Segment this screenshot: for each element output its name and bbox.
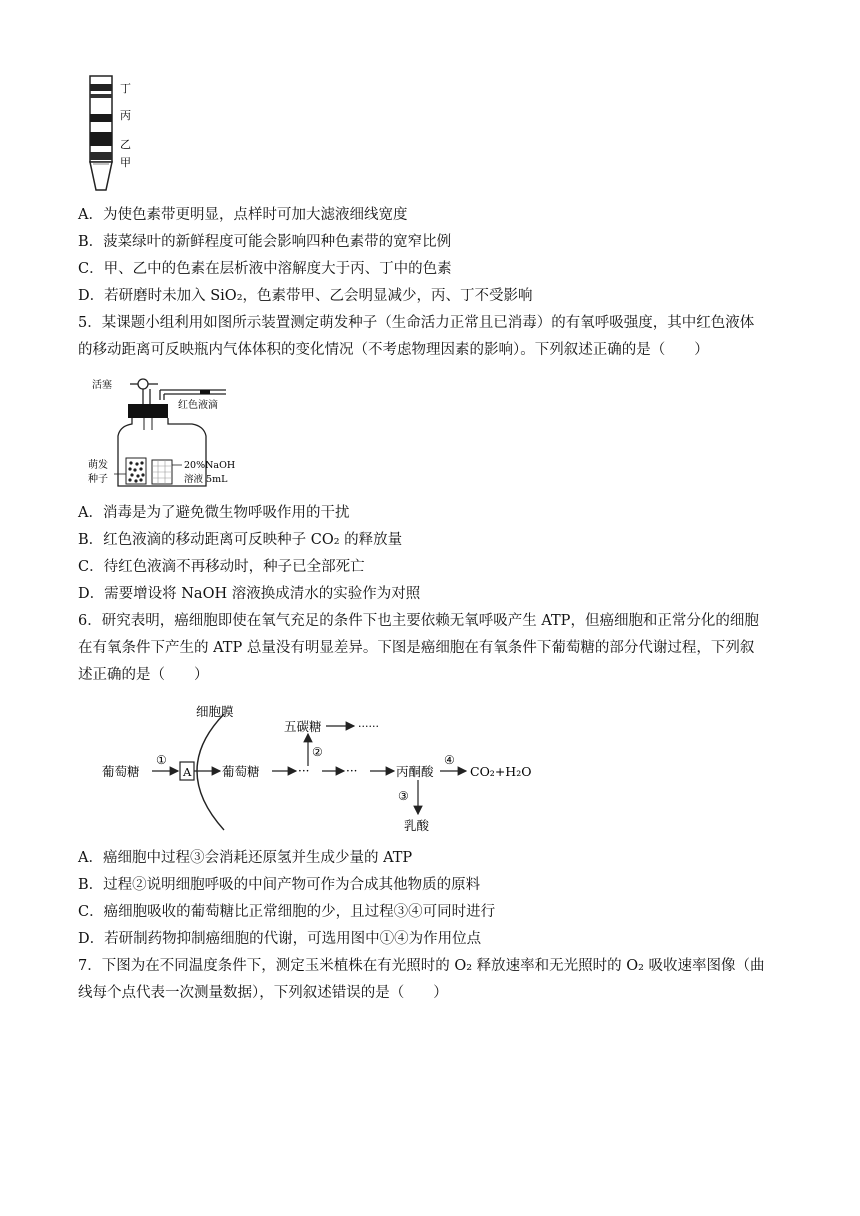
q6-stem-line3: 述正确的是（ ） bbox=[78, 667, 209, 683]
q5-option-d: D．需要增设将 NaOH 溶液换成清水的实验作为对照 bbox=[78, 586, 421, 602]
q5-stem-line1: 5．某课题小组利用如图所示装置测定萌发种子（生命活力正常且已消毒）的有氧呼吸强度，其中红色液体 bbox=[78, 315, 755, 331]
q6-option-c: C．癌细胞吸收的葡萄糖比正常细胞的少，且过程③④可同时进行 bbox=[78, 904, 496, 920]
pentose-dots: ······ bbox=[358, 720, 379, 733]
step-1-label: ① bbox=[156, 753, 167, 767]
pentose-label: 五碳糖 bbox=[284, 719, 322, 734]
q4-option-a: A．为使色素带更明显，点样时可加大滤液细线宽度 bbox=[78, 207, 408, 223]
band-label-yi: 乙 bbox=[120, 138, 131, 151]
metabolism-pathway-figure bbox=[100, 700, 560, 836]
pyruvate-label: 丙酮酸 bbox=[396, 764, 434, 779]
q6-stem-line1: 6．研究表明，癌细胞即使在氧气充足的条件下也主要依赖无氧呼吸产生 ATP，但癌细胞和正常分化的细胞 bbox=[78, 613, 759, 629]
q7-stem-line2: 线每个点代表一次测量数据），下列叙述错误的是（ ） bbox=[78, 985, 448, 1001]
q5-option-b: B．红色液滴的移动距离可反映种子 CO₂ 的释放量 bbox=[78, 532, 403, 548]
respirometer-figure bbox=[86, 370, 256, 492]
q6-option-a: A．癌细胞中过程③会消耗还原氢并生成少量的 ATP bbox=[78, 850, 413, 866]
step-4-label: ④ bbox=[444, 753, 455, 767]
naoh-label-2: 溶液 5mL bbox=[184, 474, 228, 485]
q5-stem-line2: 的移动距离可反映瓶内气体体积的变化情况（不考虑物理因素的影响）。下列叙述正确的是（ ） bbox=[78, 342, 709, 358]
valve-label: 活塞 bbox=[92, 380, 112, 391]
band-label-bing: 丙 bbox=[120, 109, 131, 122]
glucose-inside: 葡萄糖 bbox=[222, 764, 260, 779]
red-drop-label: 红色液滴 bbox=[178, 400, 218, 411]
q6-option-b: B．过程②说明细胞呼吸的中间产物可作为合成其他物质的原料 bbox=[78, 877, 481, 893]
membrane-label: 细胞膜 bbox=[196, 704, 234, 719]
q6-option-d: D．若研制药物抑制癌细胞的代谢，可选用图中①④为作用位点 bbox=[78, 931, 482, 947]
q5-option-c: C．待红色液滴不再移动时，种子已全部死亡 bbox=[78, 559, 365, 575]
intermediate-dots-1: ··· bbox=[298, 764, 310, 778]
band-label-ding: 丁 bbox=[120, 82, 131, 95]
intermediate-dots-2: ··· bbox=[346, 764, 358, 778]
q4-option-d: D．若研磨时未加入 SiO₂，色素带甲、乙会明显减少，丙、丁不受影响 bbox=[78, 288, 533, 304]
step-3-label: ③ bbox=[398, 789, 409, 803]
naoh-label-1: 20%NaOH bbox=[184, 460, 236, 471]
seed-label-1: 萌发 bbox=[88, 460, 108, 471]
seed-label-2: 种子 bbox=[88, 474, 108, 485]
glucose-outside: 葡萄糖 bbox=[102, 764, 140, 779]
q4-option-b: B．菠菜绿叶的新鲜程度可能会影响四种色素带的宽窄比例 bbox=[78, 234, 452, 250]
lactate-label: 乳酸 bbox=[404, 818, 430, 833]
step-2-label: ② bbox=[312, 745, 323, 759]
q7-stem-line1: 7．下图为在不同温度条件下，测定玉米植株在有光照时的 O₂ 释放速率和无光照时的 O₂ 吸收速率图像（曲 bbox=[78, 958, 765, 974]
carrier-a: A bbox=[183, 765, 192, 779]
q5-option-a: A．消毒是为了避免微生物呼吸作用的干扰 bbox=[78, 505, 350, 521]
band-label-jia: 甲 bbox=[120, 156, 131, 169]
q6-stem-line2: 在有氧条件下产生的 ATP 总量没有明显差异。下图是癌细胞在有氧条件下葡萄糖的部分代谢过程，下列叙 bbox=[78, 640, 755, 656]
chromatography-figure bbox=[80, 74, 150, 196]
q4-option-c: C．甲、乙中的色素在层析液中溶解度大于丙、丁中的色素 bbox=[78, 261, 452, 277]
products-label: CO₂+H₂O bbox=[470, 764, 532, 779]
